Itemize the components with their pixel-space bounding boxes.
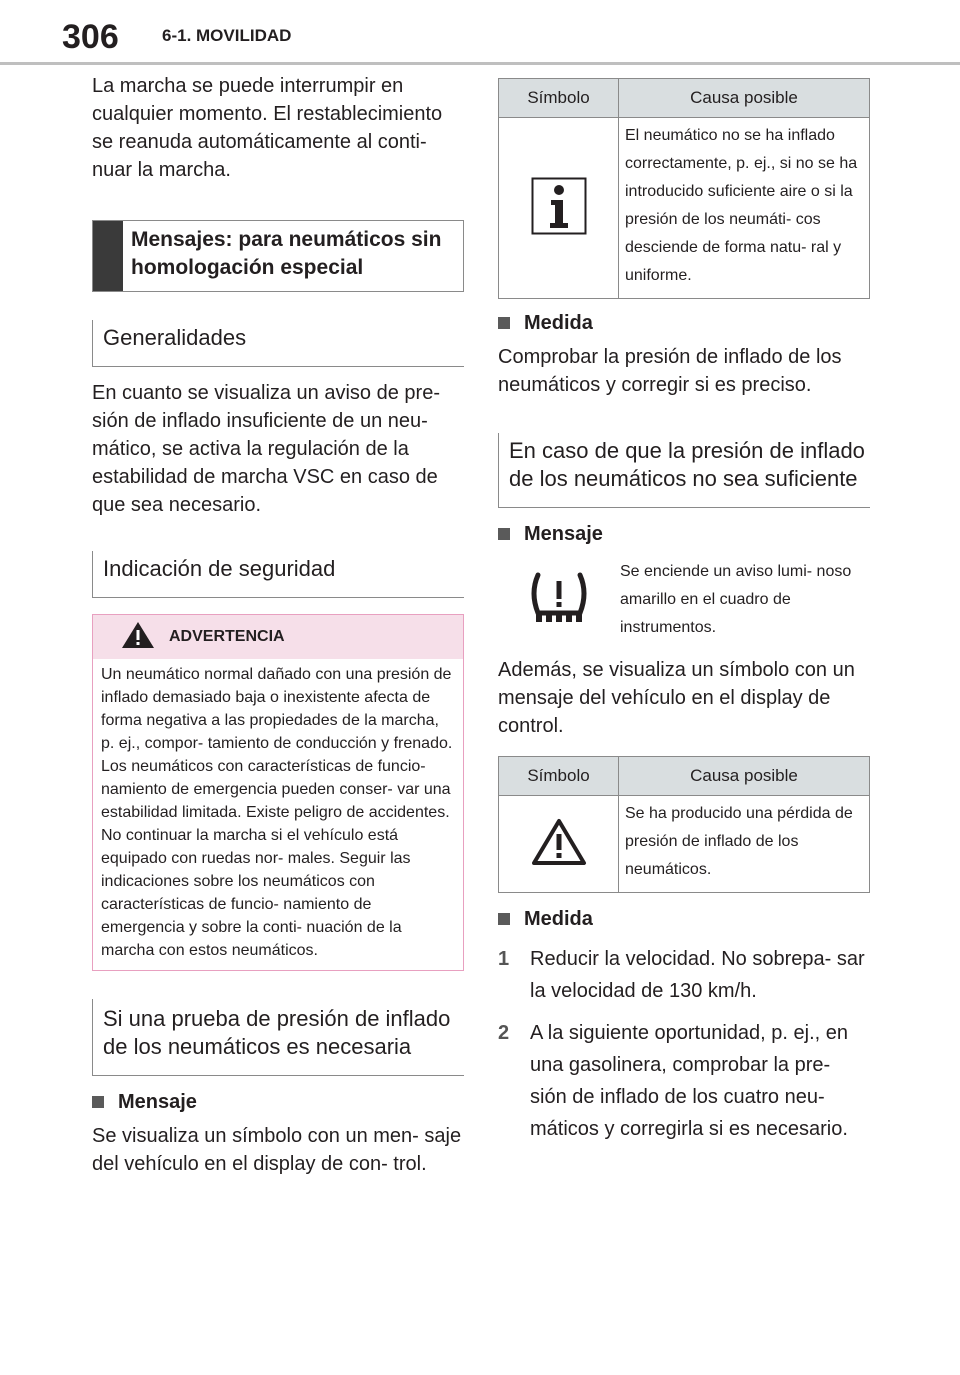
info-i-icon xyxy=(531,222,587,239)
medida1-heading xyxy=(498,309,870,337)
warning-title: ADVERTENCIA xyxy=(169,628,285,645)
table2-header-symbol: Símbolo xyxy=(499,757,619,796)
medida2-heading-text: Medida xyxy=(524,908,593,930)
table1-header-cause: Causa posible xyxy=(619,79,870,118)
medida1-paragraph: Comprobar la presión de inflado de los neumáticos y corregir si es preciso. xyxy=(498,346,842,396)
symbol-table-2 xyxy=(498,756,870,893)
mensaje-paragraph: Se visualiza un símbolo con un men- saje del vehículo en el display de con- trol. xyxy=(92,1125,462,1175)
chapter-box-title: Mensajes: para neumáticos sin homologación especial xyxy=(131,228,442,279)
warning-triangle-icon xyxy=(121,621,155,654)
tire-pressure-warning-icon xyxy=(526,569,592,632)
warning-triangle-icon xyxy=(531,853,587,870)
table1-header-symbol: Símbolo xyxy=(499,79,619,118)
subheading-presion-insuficiente: En caso de que la presión de inflado de los neumáticos no sea suficiente xyxy=(498,433,870,508)
bullet-square-icon xyxy=(498,913,510,925)
step-2-text: A la siguiente oportunidad, p. ej., en una gasolinera, comprobar la pre- sión de inflado de los cuatro neu- máticos y corregirla si es necesario. xyxy=(530,1022,849,1140)
mensaje2-heading-text: Mensaje xyxy=(524,523,603,545)
medida1-heading-text: Medida xyxy=(524,312,593,334)
step-2 xyxy=(498,1017,870,1145)
bullet-square-icon xyxy=(92,1096,104,1108)
chapter-box xyxy=(92,220,464,292)
chapter-box-bar xyxy=(93,221,123,291)
subheading-generalidades: Generalidades xyxy=(92,320,464,367)
header-divider xyxy=(0,62,960,65)
left-column xyxy=(92,72,464,1178)
subheading-prueba-presion: Si una prueba de presión de inflado de los neumáticos es necesaria xyxy=(92,999,464,1076)
step-1-number: 1 xyxy=(498,948,510,970)
warning-box xyxy=(92,614,464,971)
section-title: 6-1. MOVILIDAD xyxy=(162,26,292,45)
bullet-square-icon xyxy=(498,317,510,329)
medida2-heading xyxy=(498,905,870,933)
step-2-number: 2 xyxy=(498,1022,510,1044)
mensaje2-heading xyxy=(498,520,870,548)
step-1 xyxy=(498,943,870,1007)
lamp-row xyxy=(498,558,870,642)
intro-paragraph: La marcha se puede interrumpir en cualquier momento. El restablecimiento se reanuda automáticamente al conti- nuar la marcha. xyxy=(92,75,443,181)
generalidades-paragraph: En cuanto se visualiza un aviso de pre- sión de inflado insuficiente de un neu- mático, se activa la regulación de la estabilidad de marcha VSC en caso de que sea necesario. xyxy=(92,382,440,516)
mensaje-heading-text: Mensaje xyxy=(118,1091,197,1113)
table2-cause: Se ha producido una pérdida de presión de inflado de los neumáticos. xyxy=(619,796,870,893)
step-1-text: Reducir la velocidad. No sobrepa- sar la velocidad de 130 km/h. xyxy=(530,948,865,1002)
warning-header xyxy=(93,615,463,659)
page-header xyxy=(0,0,960,72)
symbol-table-1 xyxy=(498,78,870,299)
subheading-seguridad: Indicación de seguridad xyxy=(92,551,464,598)
lamp-description: Se enciende un aviso lumi- noso amarillo en el cuadro de instrumentos. xyxy=(620,563,852,636)
mensaje-heading xyxy=(92,1088,464,1116)
page-number: 306 xyxy=(62,18,119,56)
table1-cause: El neumático no se ha inflado correctamente, p. ej., si no se ha introducido suficiente aire o si la presión de los neumáti- cos desciende de forma natu- ral y uniforme. xyxy=(619,118,870,299)
table2-header-cause: Causa posible xyxy=(619,757,870,796)
bullet-square-icon xyxy=(498,528,510,540)
right-column xyxy=(498,78,870,1145)
warning-text: Un neumático normal dañado con una presión de inflado demasiado baja o inexistente afecta de forma negativa a las propiedades de la marcha, p. ej., compor- tamiento de conducción y frenado. Los neumáticos con características de funcio- namiento de emergencia pueden conser- var una estabilidad limitada. Existe peligro de accidentes. No continuar la marcha si el vehículo está equipado con ruedas nor- males. Seguir las indicaciones sobre los neumáticos con características de funcio- namiento de emergencia y sobre la conti- nuación de la marcha con estos neumáticos. xyxy=(101,666,453,959)
additional-paragraph: Además, se visualiza un símbolo con un mensaje del vehículo en el display de control. xyxy=(498,659,855,737)
